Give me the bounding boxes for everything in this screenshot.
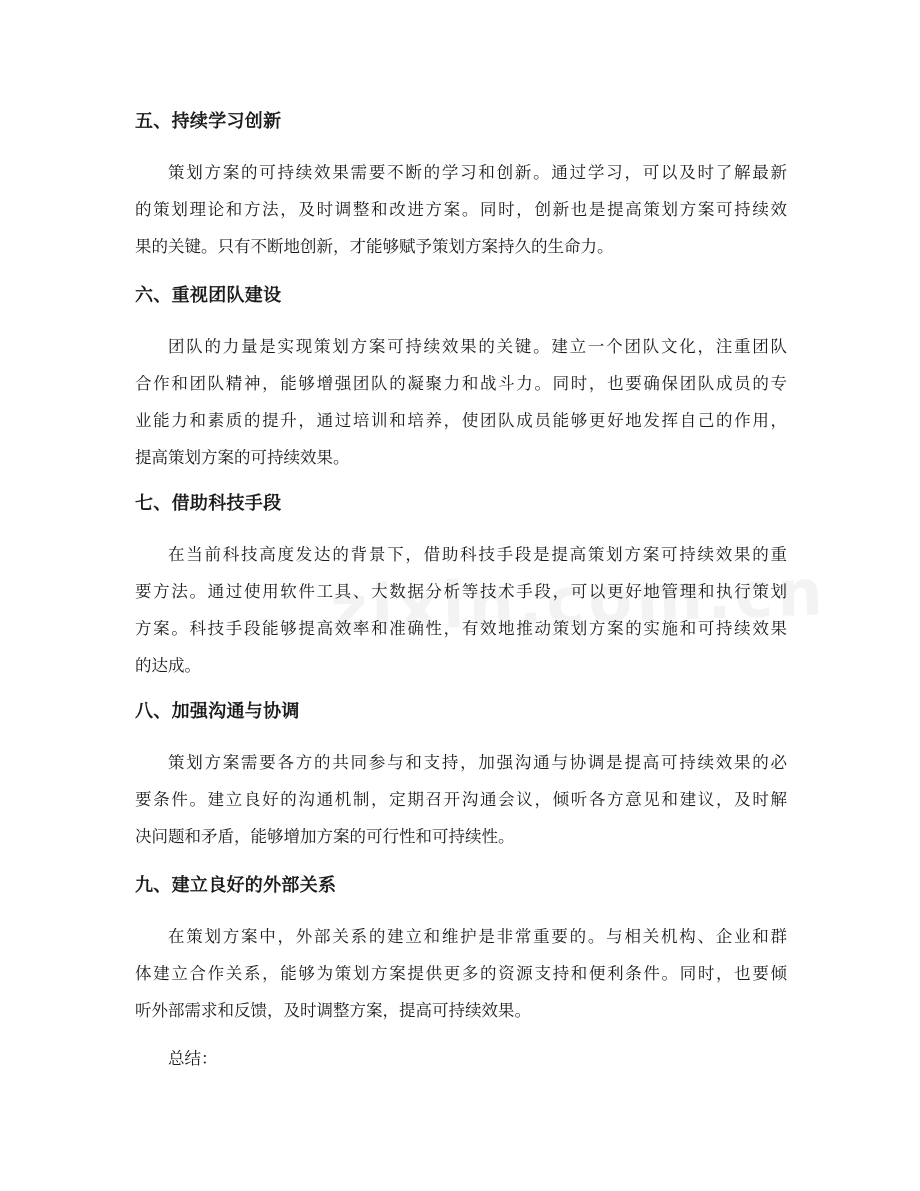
- paragraph-line: 在当前科技高度发达的背景下，借助科技手段是提高策划方案可持续效果的重: [168, 545, 787, 564]
- section-heading-9: 九、建立良好的外部关系: [135, 875, 337, 896]
- paragraph-line: 体建立合作关系，能够为策划方案提供更多的资源支持和便利条件。同时，也要倾: [135, 964, 787, 983]
- section-heading-7: 七、借助科技手段: [135, 493, 282, 514]
- section-paragraph-8: [135, 744, 787, 855]
- paragraph-line: 果的关键。只有不断地创新，才能够赋予策划方案持久的生命力。: [135, 237, 614, 256]
- section-heading-5: 五、持续学习创新: [135, 111, 282, 132]
- paragraph-line: 的达成。: [135, 656, 201, 675]
- paragraph-line: 团队的力量是实现策划方案可持续效果的关键。建立一个团队文化，注重团队: [168, 337, 787, 356]
- paragraph-line: 提高策划方案的可持续效果。: [135, 448, 350, 467]
- section-heading-6: 六、重视团队建设: [135, 285, 282, 306]
- summary-label: 总结：: [168, 1049, 218, 1068]
- paragraph-line: 合作和团队精神，能够增强团队的凝聚力和战斗力。同时，也要确保团队成员的专: [135, 374, 787, 393]
- paragraph-line: 策划方案需要各方的共同参与和支持，加强沟通与协调是提高可持续效果的必: [168, 753, 787, 772]
- section-paragraph-5: [135, 154, 787, 265]
- paragraph-line: 要方法。通过使用软件工具、大数据分析等技术手段，可以更好地管理和执行策划: [135, 582, 787, 601]
- paragraph-line: 决问题和矛盾，能够增加方案的可行性和可持续性。: [135, 827, 515, 846]
- paragraph-line: 要条件。建立良好的沟通机制，定期召开沟通会议，倾听各方意见和建议，及时解: [135, 790, 787, 809]
- paragraph-line: 听外部需求和反馈，及时调整方案，提高可持续效果。: [135, 1001, 531, 1020]
- section-paragraph-7: [135, 536, 787, 684]
- paragraph-line: 在策划方案中，外部关系的建立和维护是非常重要的。与相关机构、企业和群: [168, 927, 787, 946]
- paragraph-line: 的策划理论和方法，及时调整和改进方案。同时，创新也是提高策划方案可持续效: [135, 200, 787, 219]
- section-paragraph-6: [135, 328, 787, 476]
- paragraph-line: 方案。科技手段能够提高效率和准确性，有效地推动策划方案的实施和可持续效果: [135, 619, 787, 638]
- paragraph-line: 策划方案的可持续效果需要不断的学习和创新。通过学习，可以及时了解最新: [168, 163, 787, 182]
- section-paragraph-9: [135, 918, 787, 1029]
- paragraph-line: 业能力和素质的提升，通过培训和培养，使团队成员能够更好地发挥自己的作用，: [135, 411, 787, 430]
- section-heading-8: 八、加强沟通与协调: [135, 701, 300, 722]
